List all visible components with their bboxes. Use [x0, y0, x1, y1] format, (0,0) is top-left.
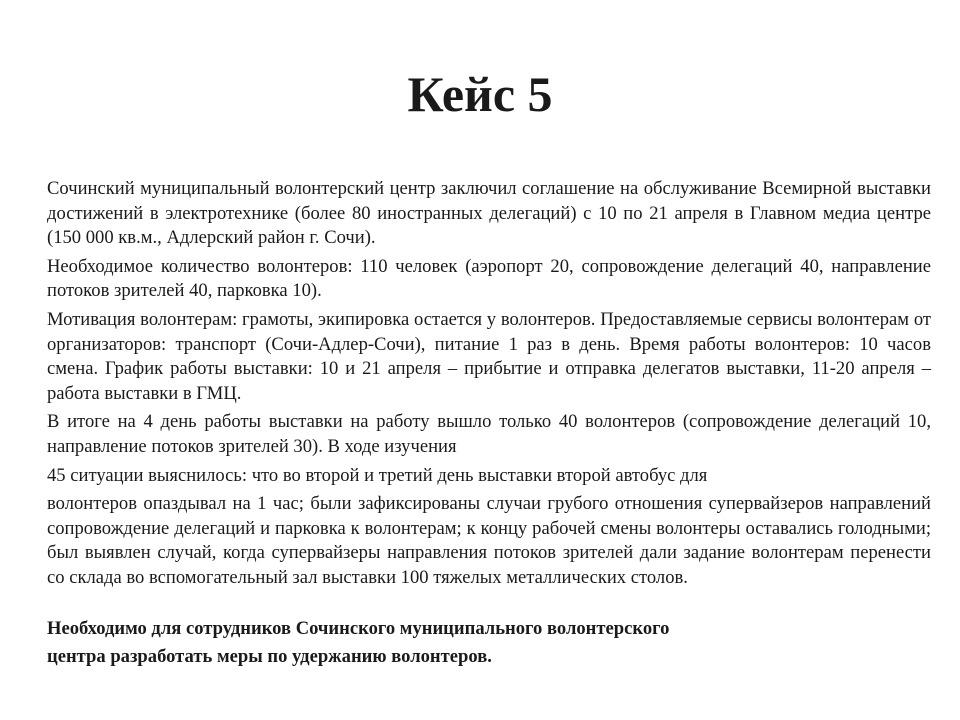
paragraph-motivation: Мотивация волонтерам: грамоты, экипировка остается у волонтеров. Предоставляемые сервисы волонтерам от организаторов: транспорт (Сочи-Адлер-Сочи), питание 1 раз в день. Время работы волонтеров: 10 часов смена. График работы выставки: 10 и 21 апреля – прибытие и отправка делегатов выставки, 11-20 апреля – работа выставки в ГМЦ.	[47, 308, 931, 404]
slide-title: Кейс 5	[407, 66, 553, 122]
slide-body	[47, 177, 931, 674]
paragraph-agreement: Сочинский муниципальный волонтерский центр заключил соглашение на обслуживание Всемирной выставки достижений в электротехнике (более 80 иностранных делегаций) с 10 по 21 апреля в Главном медиа центре (150 000 кв.м., Адлерский район г. Сочи).	[47, 178, 931, 249]
paragraph-result: В итоге на 4 день работы выставки на работу вышло только 40 волонтеров (сопровождение делегаций 10, направление потоков зрителей 30). В ходе изучения	[47, 411, 931, 457]
paragraph-volunteer-count: Необходимое количество волонтеров: 110 человек (аэропорт 20, сопровождение делегаций 40, направление потоков зрителей 40, парковка 10).	[47, 255, 931, 302]
paragraph-problems: волонтеров опаздывал на 1 час; были зафиксированы случаи грубого отношения супервайзеров направлений сопровождение делегаций и парковка к волонтерам; к концу рабочей смены волонтеры оставались голодными; был выявлен случай, когда супервайзеры направления потоков зрителей дали задание волонтерам перенести со склада во вспомогательный зал выставки 100 тяжелых металлических столов.	[47, 493, 931, 588]
paragraph-situations: 45 ситуации выяснилось: что во второй и третий день выставки второй автобус для	[47, 464, 708, 486]
conclusion-line-1: Необходимо для сотрудников Сочинского муниципального волонтерского	[47, 617, 670, 639]
conclusion-line-2: центра разработать меры по удержанию волонтеров.	[47, 646, 492, 668]
spacer	[47, 595, 931, 617]
